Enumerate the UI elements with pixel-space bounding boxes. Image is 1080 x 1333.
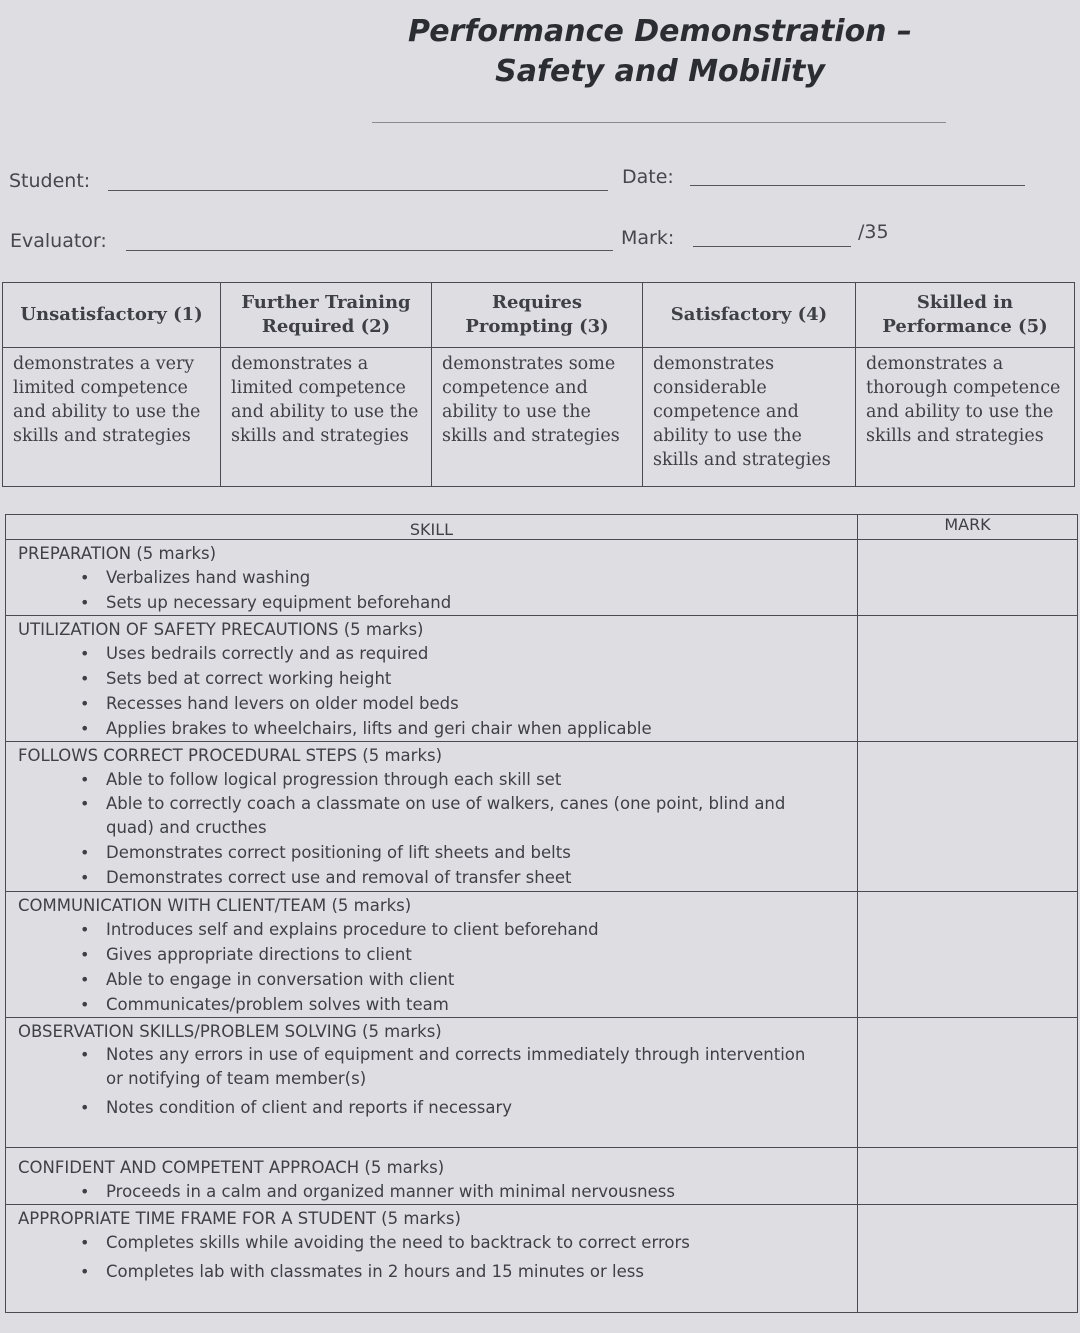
- skill-section: [6, 1205, 858, 1313]
- skill-item: • Able to correctly coach a classmate on use of walkers, canes (one point, blind and quad) and cructhes: [80, 792, 826, 840]
- section-title: COMMUNICATION WITH CLIENT/TEAM (5 marks): [18, 896, 412, 915]
- skill-item: • Verbalizes hand washing: [80, 565, 857, 590]
- mark-label: Mark:: [621, 227, 675, 249]
- mark-cell[interactable]: [858, 540, 1078, 616]
- skill-section: [6, 1018, 858, 1148]
- skill-section: [6, 892, 858, 1018]
- rubric-description: demonstrates considerable competence and ability to use the skills and strategies: [643, 348, 856, 487]
- rubric-heading: Further Training Required (2): [221, 283, 432, 348]
- skill-item: • Introduces self and explains procedure to client beforehand: [80, 917, 857, 942]
- rubric-description: demonstrates a thorough competence and ability to use the skills and strategies: [856, 348, 1075, 487]
- form-title: [370, 12, 950, 92]
- rubric-heading: Skilled in Performance (5): [856, 283, 1075, 348]
- section-items: [18, 767, 857, 890]
- mark-cell[interactable]: [858, 1018, 1078, 1148]
- mark-field[interactable]: [693, 246, 851, 247]
- skill-item: • Communicates/problem solves with team: [80, 992, 857, 1017]
- mark-cell[interactable]: [858, 616, 1078, 742]
- form-title-line1: Performance Demonstration –: [408, 14, 912, 49]
- skill-section: [6, 540, 858, 616]
- skill-section-row: [6, 1148, 1078, 1205]
- skill-item: • Notes condition of client and reports if necessary: [80, 1095, 857, 1120]
- skill-item: • Recesses hand levers on older model beds: [80, 691, 857, 716]
- section-items: [18, 641, 857, 741]
- section-title: PREPARATION (5 marks): [18, 544, 217, 563]
- skill-item: • Sets bed at correct working height: [80, 666, 857, 691]
- rubric-description: demonstrates a very limited competence and ability to use the skills and strategies: [3, 348, 221, 487]
- skill-item: • Demonstrates correct use and removal of transfer sheet: [80, 865, 857, 890]
- skill-item: • Gives appropriate directions to client: [80, 942, 857, 967]
- skill-item: • Completes skills while avoiding the need to backtrack to correct errors: [80, 1230, 857, 1255]
- skill-item: • Completes lab with classmates in 2 hours and 15 minutes or less: [80, 1259, 857, 1284]
- rubric-header-row: [3, 283, 1075, 348]
- skill-item: • Able to engage in conversation with client: [80, 967, 857, 992]
- skill-section-row: [6, 1205, 1078, 1313]
- skill-section-row: [6, 540, 1078, 616]
- date-field[interactable]: [690, 185, 1025, 186]
- rubric-heading: Requires Prompting (3): [432, 283, 643, 348]
- rubric-table: [2, 282, 1075, 487]
- rubric-description: demonstrates a limited competence and ability to use the skills and strategies: [221, 348, 432, 487]
- skill-item: • Proceeds in a calm and organized manner with minimal nervousness: [80, 1179, 857, 1204]
- skill-section-row: [6, 1018, 1078, 1148]
- skill-section: [6, 1148, 858, 1205]
- rubric-heading: Unsatisfactory (1): [3, 283, 221, 348]
- mark-total: /35: [858, 221, 889, 243]
- skill-item: • Able to follow logical progression through each skill set: [80, 767, 857, 792]
- skill-item: • Demonstrates correct positioning of lift sheets and belts: [80, 840, 857, 865]
- title-divider: [372, 122, 946, 123]
- section-title: OBSERVATION SKILLS/PROBLEM SOLVING (5 marks): [18, 1022, 442, 1041]
- section-title: CONFIDENT AND COMPETENT APPROACH (5 marks): [18, 1158, 445, 1177]
- skill-item: • Uses bedrails correctly and as required: [80, 641, 857, 666]
- skill-section-row: [6, 616, 1078, 742]
- evaluator-label: Evaluator:: [10, 230, 107, 252]
- skill-column-header: SKILL: [6, 515, 858, 540]
- section-items: [18, 1043, 857, 1120]
- section-title: UTILIZATION OF SAFETY PRECAUTIONS (5 marks): [18, 620, 424, 639]
- skills-table: [5, 514, 1078, 1313]
- section-title: APPROPRIATE TIME FRAME FOR A STUDENT (5 marks): [18, 1209, 461, 1228]
- skill-section: [6, 742, 858, 892]
- mark-cell[interactable]: [858, 742, 1078, 892]
- rubric-description: demonstrates some competence and ability to use the skills and strategies: [432, 348, 643, 487]
- mark-cell[interactable]: [858, 1148, 1078, 1205]
- section-items: [18, 565, 857, 615]
- skill-section: [6, 616, 858, 742]
- skills-header-row: [6, 515, 1078, 540]
- date-label: Date:: [622, 166, 674, 188]
- form-title-line2: Safety and Mobility: [495, 54, 825, 89]
- section-title: FOLLOWS CORRECT PROCEDURAL STEPS (5 marks): [18, 746, 443, 765]
- section-items: [18, 917, 857, 1017]
- rubric-heading: Satisfactory (4): [643, 283, 856, 348]
- skill-section-row: [6, 742, 1078, 892]
- skill-item: • Applies brakes to wheelchairs, lifts and geri chair when applicable: [80, 716, 857, 741]
- mark-cell[interactable]: [858, 892, 1078, 1018]
- section-items: [18, 1230, 857, 1284]
- mark-cell[interactable]: [858, 1205, 1078, 1313]
- skill-item: • Notes any errors in use of equipment and corrects immediately through intervention or notifying of team member(s): [80, 1043, 826, 1091]
- student-label: Student:: [9, 170, 91, 192]
- skill-section-row: [6, 892, 1078, 1018]
- section-items: [18, 1179, 857, 1204]
- rubric-description-row: [3, 348, 1075, 487]
- evaluator-field[interactable]: [126, 250, 613, 251]
- student-field[interactable]: [108, 190, 608, 191]
- mark-column-header: MARK: [858, 515, 1078, 540]
- skill-item: • Sets up necessary equipment beforehand: [80, 590, 857, 615]
